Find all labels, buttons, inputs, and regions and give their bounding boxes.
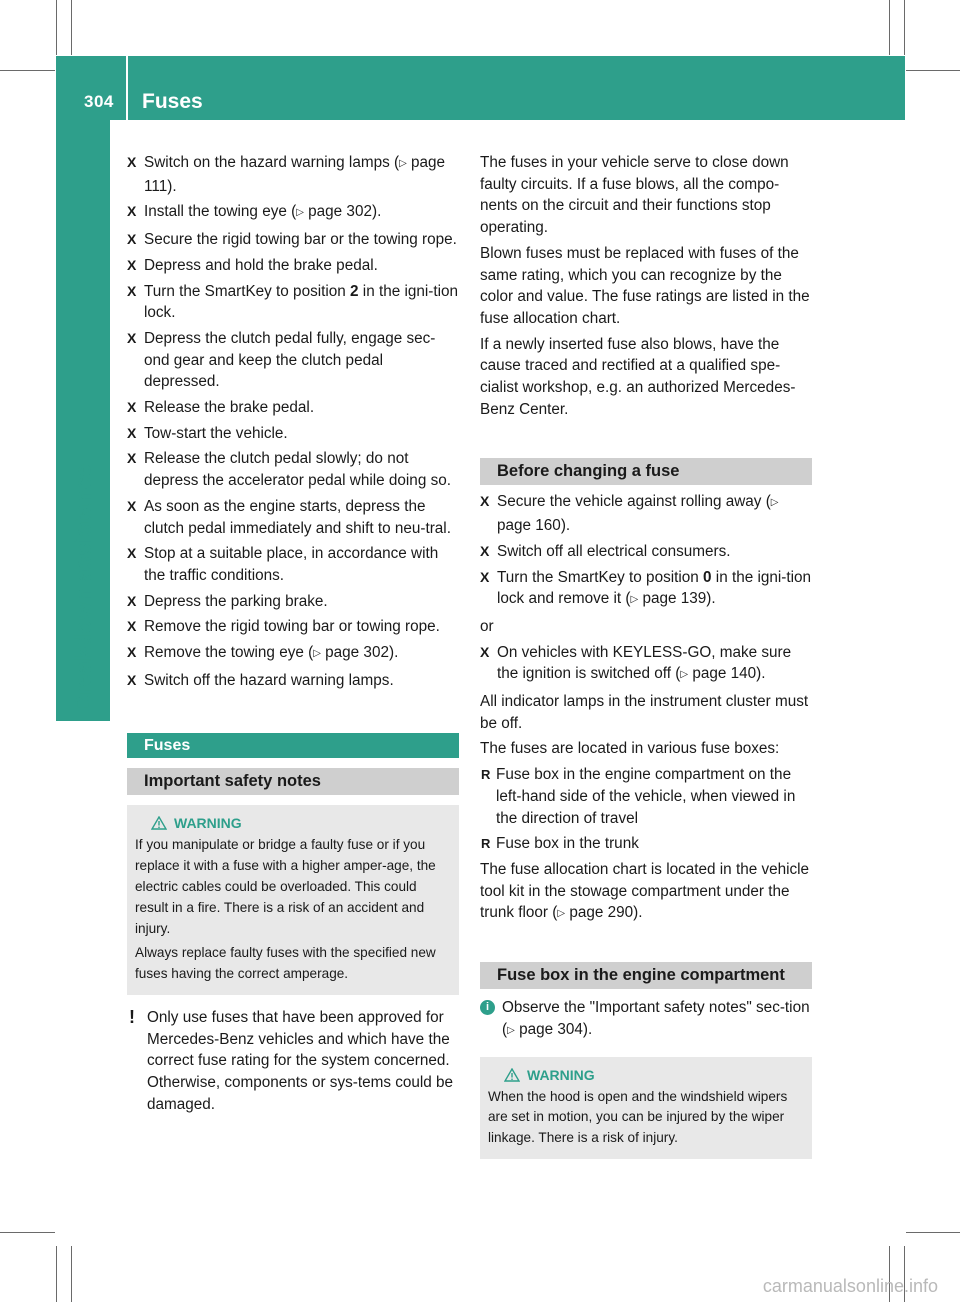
crop-mark xyxy=(0,70,55,71)
allocation-text: The fuse allocation chart is located in the vehicle tool kit in the stowage compartment under the trunk floor ( xyxy=(480,860,810,922)
instruction-step xyxy=(127,152,459,197)
step-text: Tow-start the vehicle. xyxy=(144,424,288,442)
crop-mark xyxy=(904,0,905,55)
warning-box xyxy=(127,805,459,995)
step-arrow-icon: X xyxy=(127,329,137,346)
instruction-step xyxy=(127,670,459,692)
info-note xyxy=(480,997,812,1042)
step-text: Release the brake pedal. xyxy=(144,399,315,417)
instruction-step xyxy=(127,591,459,613)
or-text: or xyxy=(480,617,494,635)
instruction-step xyxy=(127,642,459,666)
intro-paragraph-3: If a newly inserted fuse also blows, have the cause traced and rectified at a qualified spe-cialist workshop, e.g. an authorized Mercedes-Benz Center. xyxy=(480,335,796,418)
instruction-step xyxy=(127,423,459,445)
step-text: Switch off all electrical consumers. xyxy=(497,542,731,560)
page-ref-link[interactable]: page 302 xyxy=(325,644,389,662)
step-text: Stop at a suitable place, in accordance with the traffic conditions. xyxy=(144,545,439,584)
instruction-step xyxy=(127,281,459,324)
bullet-icon: R xyxy=(481,836,491,852)
safety-heading: Important safety notes xyxy=(127,768,459,795)
instruction-step xyxy=(480,642,812,687)
step-text: ). xyxy=(706,590,716,608)
step-text: Install the towing eye ( xyxy=(144,203,297,221)
step-position-value: 0 xyxy=(703,568,712,586)
page-ref-triangle-icon: ▷ xyxy=(296,207,304,219)
instruction-step xyxy=(480,491,812,536)
allocation-after: ). xyxy=(633,904,643,922)
page-ref-triangle-icon: ▷ xyxy=(770,497,779,509)
step-text: ). xyxy=(167,177,177,195)
step-text: Depress and hold the brake pedal. xyxy=(144,256,378,274)
warning-box-2 xyxy=(480,1057,812,1159)
page-ref-link[interactable]: page 302 xyxy=(308,203,372,221)
instruction-step xyxy=(127,616,459,638)
page-ref-link[interactable]: page 140 xyxy=(692,665,757,683)
before-steps xyxy=(480,491,812,612)
page-ref-triangle-icon: ▷ xyxy=(680,669,689,681)
step-text: On vehicles with KEYLESS-GO, make sure the ignition is switched off ( xyxy=(497,643,792,683)
page-ref-triangle-icon: ▷ xyxy=(399,158,407,169)
page-ref-triangle-icon: ▷ xyxy=(507,1024,515,1036)
page-ref-link[interactable]: page 290 xyxy=(569,904,634,922)
warning-title xyxy=(135,813,451,833)
step-arrow-icon: X xyxy=(480,568,490,585)
crop-mark xyxy=(0,1232,55,1233)
step-text: Depress the clutch pedal fully, engage sec-ond gear and keep the clutch pedal depressed. xyxy=(144,329,436,391)
instruction-step xyxy=(127,496,459,539)
fuses-heading: Fuses xyxy=(127,733,459,758)
paragraph-indicator-lamps: All indicator lamps in the instrument cluster must be off. xyxy=(480,693,809,732)
page-number: 304 xyxy=(84,92,114,111)
step-text: Turn the SmartKey to position xyxy=(497,568,704,586)
step-text: Secure the vehicle against rolling away ( xyxy=(497,493,771,511)
crop-mark xyxy=(906,1232,960,1233)
instruction-step xyxy=(127,397,459,419)
instruction-step xyxy=(480,567,812,612)
step-arrow-icon: X xyxy=(127,256,137,273)
page-ref-link[interactable]: page 304 xyxy=(519,1020,583,1038)
crop-mark xyxy=(71,1246,72,1302)
step-text: As soon as the engine starts, depress the clutch pedal immediately and shift to neu-tral. xyxy=(144,497,451,537)
instruction-step xyxy=(127,255,459,277)
list-item xyxy=(480,833,812,855)
info-icon: i xyxy=(480,1000,495,1015)
step-text: Turn the SmartKey to position xyxy=(144,282,351,300)
info-after: ). xyxy=(582,1020,593,1038)
exclamation-icon: ! xyxy=(129,1007,135,1028)
right-column xyxy=(480,152,812,1159)
engine-heading: Fuse box in the engine compartment xyxy=(480,962,812,989)
step-text: ). xyxy=(756,665,766,683)
watermark: carmanualsonline.info xyxy=(762,1276,938,1296)
keyless-step xyxy=(480,642,812,687)
warning-triangle-icon xyxy=(151,816,167,830)
step-arrow-icon: X xyxy=(480,643,490,660)
instruction-step xyxy=(127,229,459,251)
step-arrow-icon: X xyxy=(127,644,137,661)
page-ref-triangle-icon: ▷ xyxy=(630,594,639,606)
step-arrow-icon: X xyxy=(127,497,137,514)
before-heading: Before changing a fuse xyxy=(480,458,812,485)
step-arrow-icon: X xyxy=(480,542,490,559)
page-ref-triangle-icon: ▷ xyxy=(557,908,566,920)
warning-text-1: If you manipulate or bridge a faulty fuse or if you replace it with a fuse with a higher amper-age, the electric cables could be overloaded. This could result in a fire. There is a risk of an accident and injury. xyxy=(135,837,436,936)
step-text: Remove the towing eye ( xyxy=(144,644,314,662)
list-item-text: Fuse box in the trunk xyxy=(496,835,639,853)
warning-2-text: When the hood is open and the windshield wipers are set in motion, you can be injured by the wiper linkage. There is a risk of injury. xyxy=(488,1088,788,1146)
page-ref-link[interactable]: page 139 xyxy=(642,590,707,608)
page-ref-link[interactable]: page 111 xyxy=(144,154,446,195)
instruction-step xyxy=(127,448,459,491)
info-text: Observe the "Important safety notes" sec-tion ( xyxy=(502,999,810,1038)
step-text: Secure the rigid towing bar or the towing rope. xyxy=(144,231,457,249)
section-title: Fuses xyxy=(142,90,203,113)
crop-mark xyxy=(889,0,890,55)
step-arrow-icon: X xyxy=(127,618,137,635)
step-arrow-icon: X xyxy=(127,231,137,248)
fuse-box-list xyxy=(480,764,812,855)
step-text: in the igni-tion lock and remove it ( xyxy=(497,568,812,608)
crop-mark xyxy=(71,0,72,55)
header-divider xyxy=(126,56,128,120)
side-tab-label: Breakdown assistance xyxy=(70,463,96,712)
step-arrow-icon: X xyxy=(127,671,137,688)
step-arrow-icon: X xyxy=(480,493,490,510)
step-text: ). xyxy=(560,517,571,535)
step-text: Switch off the hazard warning lamps. xyxy=(144,671,394,689)
step-text: ). xyxy=(388,644,399,662)
left-steps xyxy=(127,152,459,691)
step-text: Remove the rigid towing bar or towing rope. xyxy=(144,618,440,636)
list-item-text: Fuse box in the engine compartment on the left-hand side of the vehicle, when viewed in the direction of travel xyxy=(496,766,796,827)
step-arrow-icon: X xyxy=(127,154,137,170)
step-text: in the igni-tion lock. xyxy=(144,282,459,322)
step-arrow-icon: X xyxy=(127,592,137,609)
notice-text: Only use fuses that have been approved for Mercedes-Benz vehicles and which have the correct fuse rating for the system concerned. Otherwise, components or sys-tems could be damaged. xyxy=(147,1009,454,1113)
step-arrow-icon: X xyxy=(127,203,137,220)
step-arrow-icon: X xyxy=(127,424,137,441)
crop-mark xyxy=(906,70,960,71)
intro-paragraph-1: The fuses in your vehicle serve to close down faulty circuits. If a fuse blows, all the compo-nents on the circuit and their functions stop operating. xyxy=(480,154,789,237)
step-arrow-icon: X xyxy=(127,545,137,562)
step-arrow-icon: X xyxy=(127,399,137,416)
instruction-step xyxy=(480,541,812,563)
step-text: ). xyxy=(371,203,382,221)
paragraph-fuse-boxes: The fuses are located in various fuse boxes: xyxy=(480,740,780,758)
instruction-step xyxy=(127,543,459,586)
step-text: Release the clutch pedal slowly; do not depress the accelerator pedal while doing so. xyxy=(144,450,451,490)
warning-title-text: WARNING xyxy=(527,1066,595,1083)
warning-text-2: Always replace faulty fuses with the specified new fuses having the correct amperage. xyxy=(135,945,436,982)
left-column xyxy=(127,152,459,1116)
step-arrow-icon: X xyxy=(127,450,137,467)
bullet-icon: R xyxy=(481,767,491,783)
warning-title-2 xyxy=(488,1065,804,1085)
notice xyxy=(127,1007,459,1116)
page-ref-triangle-icon: ▷ xyxy=(313,648,321,660)
step-arrow-icon: X xyxy=(127,282,137,299)
intro-paragraph-2: Blown fuses must be replaced with fuses of the same rating, which you can recognize by the color and value. The fuse ratings are listed in the fuse allocation chart. xyxy=(480,244,810,327)
step-text: Depress the parking brake. xyxy=(144,592,328,610)
crop-mark xyxy=(56,1246,57,1302)
page-ref-link[interactable]: page 160 xyxy=(497,517,561,535)
paragraph-allocation-chart xyxy=(480,859,812,926)
instruction-step xyxy=(127,201,459,225)
instruction-step xyxy=(127,328,459,393)
list-item xyxy=(480,764,812,829)
crop-mark xyxy=(56,0,57,55)
step-position-value: 2 xyxy=(350,282,359,300)
warning-title-text: WARNING xyxy=(174,815,242,832)
step-text: Switch on the hazard warning lamps ( xyxy=(144,154,400,171)
warning-triangle-icon xyxy=(504,1068,520,1082)
